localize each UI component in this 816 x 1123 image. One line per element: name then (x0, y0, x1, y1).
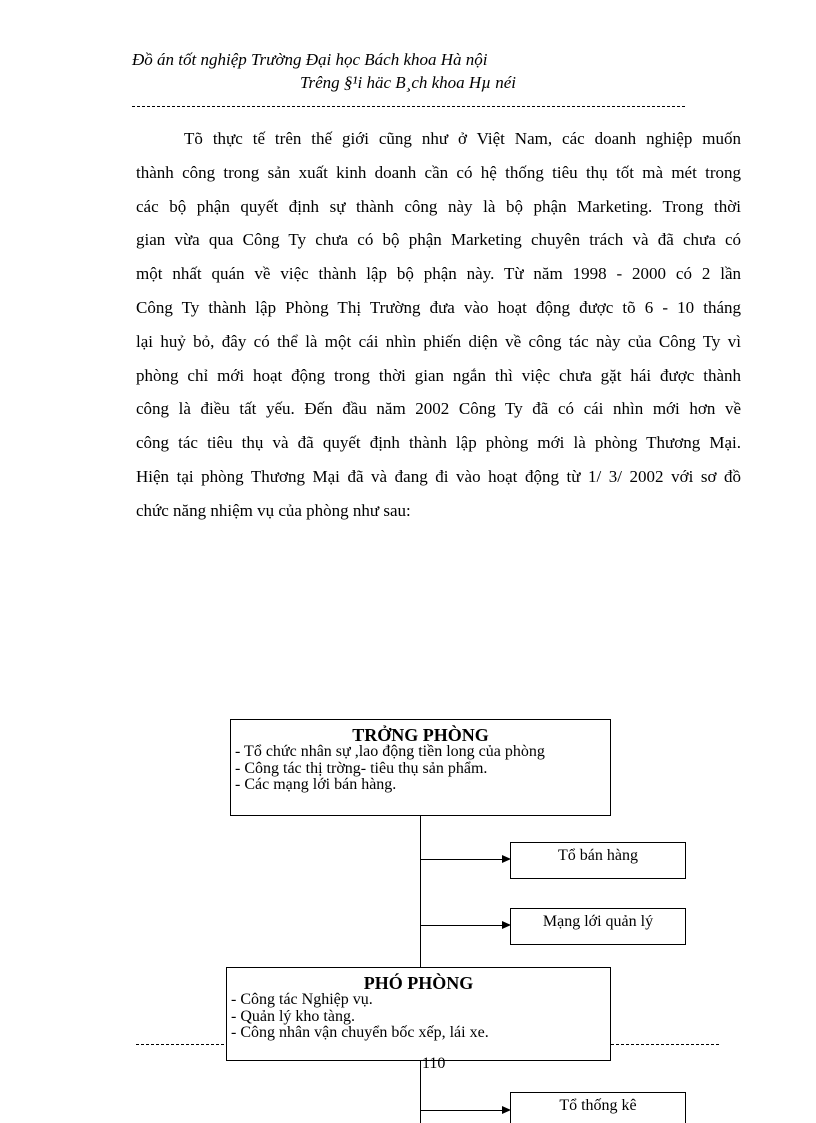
pho-phong-item: - Quản lý kho tàng. (231, 1007, 355, 1025)
paragraph-line: lại huỷ bỏ, đây có thể là một cái nhìn phiến diện về công tác này của Công Ty vì (136, 331, 741, 351)
paragraph-line: phòng chỉ mới hoạt động trong thời gian ngắn thì việc chưa gặt hái được thành (136, 365, 741, 385)
paragraph-line: công tác tiêu thụ và đã quyết định thành lập phòng mới là phòng Thương Mại. (136, 433, 741, 453)
paragraph-line: một nhất quán về việc thành lập bộ phận này. Từ năm 1998 - 2000 có 2 lần (136, 264, 741, 284)
paragraph-line: Tõ thực tế trên thế giới cũng như ở Việt Nam, các doanh nghiệp muốn (184, 129, 741, 148)
pho-phong-item: - Công nhân vận chuyển bốc xếp, lái xe. (231, 1024, 489, 1041)
pho-phong-item: - Công tác Nghiệp vụ. (231, 991, 373, 1008)
arrow-to-mang-loi (420, 925, 502, 926)
truong-phong-item: - Các mạng lới bán hàng. (235, 776, 397, 793)
page-number: 110 (422, 1055, 446, 1072)
mang-loi-quan-ly-label: Mạng lới quản lý (542, 913, 654, 930)
to-ban-hang-label: Tổ bán hàng (558, 847, 638, 864)
paragraph-line: công là điều tất yếu. Đến đầu năm 2002 Công Ty đã có cái nhìn mới hơn về (136, 399, 741, 419)
header-title: Đồ án tốt nghiệp Trường Đại học Bách khoa Hà nội (132, 50, 488, 69)
to-thong-ke-label: Tổ thống kê (559, 1097, 637, 1114)
paragraph-line: thành công trong sản xuất kinh doanh cần có hệ thống tiêu thụ tốt mà mét trong (136, 162, 741, 182)
truong-phong-item: - Tổ chức nhân sự ,lao động tiền long của phòng (235, 743, 545, 760)
truong-phong-title: TRỞNG PHÒNG (352, 725, 489, 745)
truong-phong-item: - Công tác thị trờng- tiêu thụ sản phẩm. (235, 759, 488, 777)
paragraph-line: gian vừa qua Công Ty chưa có bộ phận Marketing chuyên trách và đã chưa có (136, 230, 741, 250)
paragraph-line: Công Ty thành lập Phòng Thị Trường đưa vào hoạt động được tõ 6 - 10 tháng (136, 297, 741, 317)
truong-phong-box (230, 719, 611, 816)
header-rule (132, 106, 685, 107)
arrow-to-thong-ke (420, 1110, 502, 1111)
header-subtitle-garbled: Trêng §¹i häc B¸ch khoa Hµ néi (300, 73, 517, 92)
to-thong-ke-box (510, 1092, 686, 1123)
body-paragraph (136, 122, 741, 528)
paragraph-line: chức năng nhiệm vụ của phòng như sau: (136, 500, 411, 520)
pho-phong-title: PHÓ PHÒNG (363, 973, 474, 993)
mang-loi-quan-ly-box (510, 908, 686, 945)
pho-phong-box (226, 967, 611, 1061)
paragraph-line: Hiện tại phòng Thương Mại đã và đang đi vào hoạt động từ 1/ 3/ 2002 với sơ đồ (136, 466, 741, 486)
arrow-to-ban-hang (420, 859, 502, 860)
to-ban-hang-box (510, 842, 686, 879)
paragraph-line: các bộ phận quyết định sự thành công này là bộ phận Marketing. Trong thời (136, 196, 741, 216)
